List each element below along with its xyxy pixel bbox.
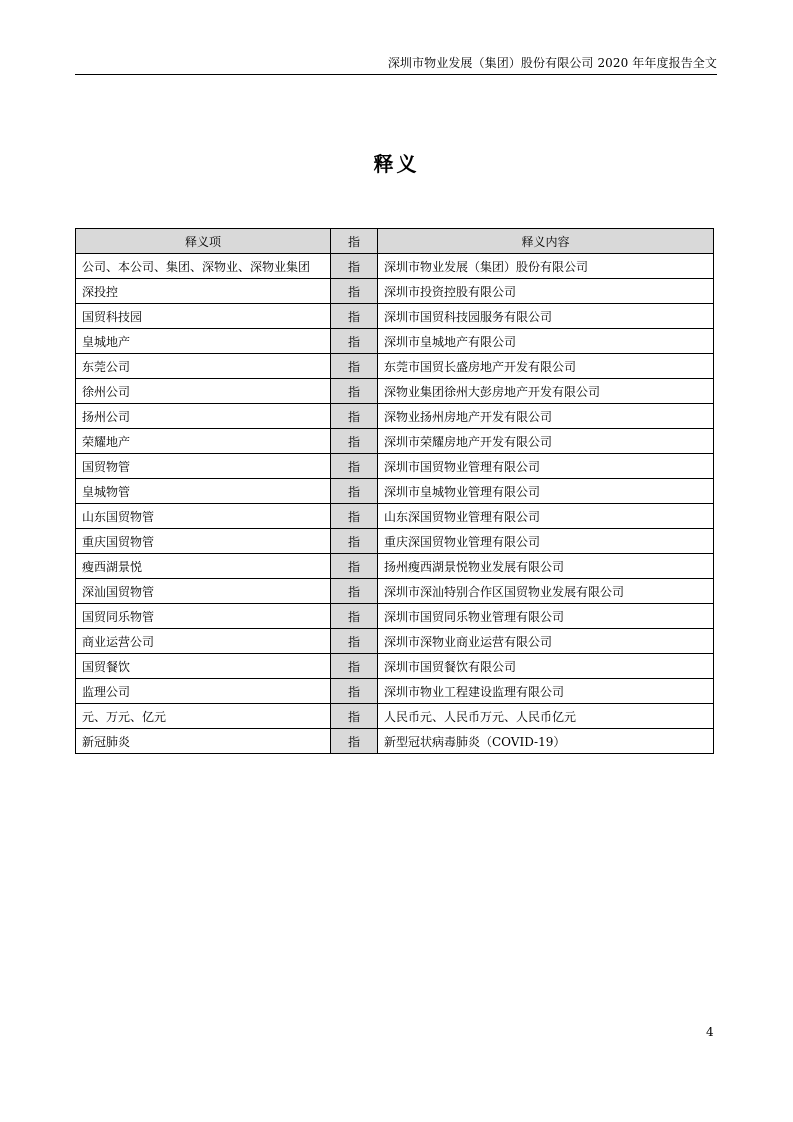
- term-cell: 国贸餐饮: [76, 654, 331, 679]
- term-cell: 荣耀地产: [76, 429, 331, 454]
- refers-cell: 指: [331, 629, 378, 654]
- table-row: [76, 379, 714, 404]
- refers-cell: 指: [331, 504, 378, 529]
- column-header-refers: 指: [331, 229, 378, 254]
- term-cell: 徐州公司: [76, 379, 331, 404]
- table-row: [76, 479, 714, 504]
- meaning-cell: 重庆深国贸物业管理有限公司: [378, 529, 714, 554]
- table-row: [76, 279, 714, 304]
- table-row: [76, 654, 714, 679]
- refers-cell: 指: [331, 554, 378, 579]
- table-row: [76, 579, 714, 604]
- meaning-cell: 人民币元、人民币万元、人民币亿元: [378, 704, 714, 729]
- meaning-cell: 深圳市国贸同乐物业管理有限公司: [378, 604, 714, 629]
- meaning-cell: 深圳市国贸科技园服务有限公司: [378, 304, 714, 329]
- term-cell: 国贸同乐物管: [76, 604, 331, 629]
- meaning-cell: 深圳市皇城物业管理有限公司: [378, 479, 714, 504]
- refers-cell: 指: [331, 279, 378, 304]
- term-cell: 瘦西湖景悦: [76, 554, 331, 579]
- meaning-cell: 新型冠状病毒肺炎（COVID-19）: [378, 729, 714, 754]
- table-row: [76, 729, 714, 754]
- refers-cell: 指: [331, 579, 378, 604]
- term-cell: 深投控: [76, 279, 331, 304]
- table-row: [76, 604, 714, 629]
- meaning-cell: 深圳市国贸餐饮有限公司: [378, 654, 714, 679]
- meaning-cell: 深圳市物业发展（集团）股份有限公司: [378, 254, 714, 279]
- term-cell: 皇城地产: [76, 329, 331, 354]
- refers-cell: 指: [331, 454, 378, 479]
- refers-cell: 指: [331, 404, 378, 429]
- term-cell: 公司、本公司、集团、深物业、深物业集团: [76, 254, 331, 279]
- term-cell: 皇城物管: [76, 479, 331, 504]
- table-row: [76, 529, 714, 554]
- table-row: [76, 404, 714, 429]
- refers-cell: 指: [331, 429, 378, 454]
- refers-cell: 指: [331, 729, 378, 754]
- meaning-cell: 深圳市深汕特别合作区国贸物业发展有限公司: [378, 579, 714, 604]
- refers-cell: 指: [331, 704, 378, 729]
- refers-cell: 指: [331, 329, 378, 354]
- refers-cell: 指: [331, 304, 378, 329]
- term-cell: 商业运营公司: [76, 629, 331, 654]
- table-row: [76, 254, 714, 279]
- refers-cell: 指: [331, 654, 378, 679]
- refers-cell: 指: [331, 354, 378, 379]
- meaning-cell: 深圳市深物业商业运营有限公司: [378, 629, 714, 654]
- refers-cell: 指: [331, 479, 378, 504]
- meaning-cell: 深圳市皇城地产有限公司: [378, 329, 714, 354]
- table-row: [76, 354, 714, 379]
- term-cell: 深汕国贸物管: [76, 579, 331, 604]
- term-cell: 国贸科技园: [76, 304, 331, 329]
- meaning-cell: 深圳市物业工程建设监理有限公司: [378, 679, 714, 704]
- table-row: [76, 679, 714, 704]
- table-row: [76, 429, 714, 454]
- table-row: [76, 554, 714, 579]
- table-row: [76, 454, 714, 479]
- meaning-cell: 扬州瘦西湖景悦物业发展有限公司: [378, 554, 714, 579]
- table-header-row: [76, 229, 714, 254]
- meaning-cell: 深圳市国贸物业管理有限公司: [378, 454, 714, 479]
- meaning-cell: 深圳市荣耀房地产开发有限公司: [378, 429, 714, 454]
- refers-cell: 指: [331, 604, 378, 629]
- term-cell: 元、万元、亿元: [76, 704, 331, 729]
- meaning-cell: 东莞市国贸长盛房地产开发有限公司: [378, 354, 714, 379]
- term-cell: 重庆国贸物管: [76, 529, 331, 554]
- section-title: 释义: [373, 152, 420, 176]
- term-cell: 扬州公司: [76, 404, 331, 429]
- table-row: [76, 504, 714, 529]
- table-row: [76, 304, 714, 329]
- refers-cell: 指: [331, 679, 378, 704]
- refers-cell: 指: [331, 254, 378, 279]
- table-row: [76, 704, 714, 729]
- page-number: 4: [706, 1025, 714, 1039]
- running-header: [75, 50, 717, 75]
- meaning-cell: 深圳市投资控股有限公司: [378, 279, 714, 304]
- table-row: [76, 629, 714, 654]
- table-row: [76, 329, 714, 354]
- column-header-term: 释义项: [76, 229, 331, 254]
- refers-cell: 指: [331, 529, 378, 554]
- term-cell: 新冠肺炎: [76, 729, 331, 754]
- term-cell: 国贸物管: [76, 454, 331, 479]
- term-cell: 监理公司: [76, 679, 331, 704]
- meaning-cell: 山东深国贸物业管理有限公司: [378, 504, 714, 529]
- refers-cell: 指: [331, 379, 378, 404]
- term-cell: 山东国贸物管: [76, 504, 331, 529]
- running-header-title: 深圳市物业发展（集团）股份有限公司 2020 年年度报告全文: [387, 56, 717, 70]
- meaning-cell: 深物业扬州房地产开发有限公司: [378, 404, 714, 429]
- column-header-meaning: 释义内容: [378, 229, 714, 254]
- meaning-cell: 深物业集团徐州大彭房地产开发有限公司: [378, 379, 714, 404]
- definitions-table: [75, 228, 714, 754]
- term-cell: 东莞公司: [76, 354, 331, 379]
